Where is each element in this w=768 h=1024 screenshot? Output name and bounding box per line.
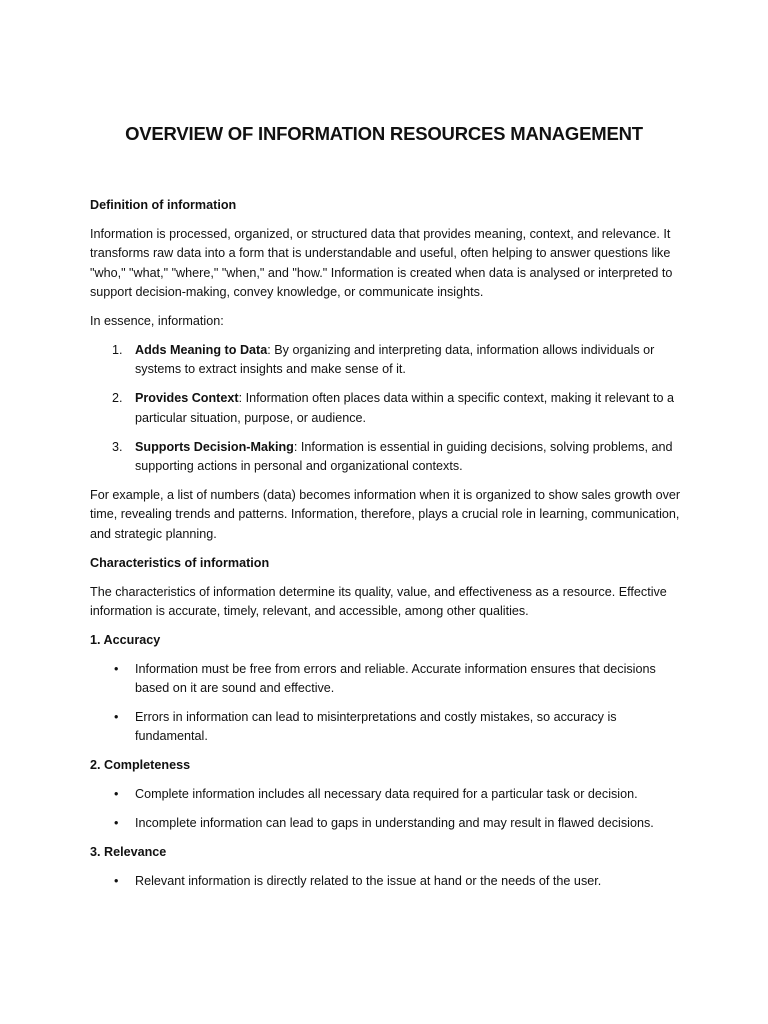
essence-list-item	[90, 389, 690, 428]
example-paragraph: For example, a list of numbers (data) becomes information when it is organized to show sales growth over time, revealing trends and patterns. Information, therefore, plays a crucial role in learning, communication, and strategic planning.	[90, 487, 681, 541]
essence-intro: In essence, information:	[90, 314, 224, 329]
list-number: 1.	[112, 342, 123, 357]
list-number: 3.	[112, 439, 123, 454]
list-number: 2.	[112, 391, 123, 406]
completeness-bullet-list	[90, 785, 690, 833]
subsection-heading-completeness: 2. Completeness	[90, 758, 191, 773]
accuracy-bullet-list	[90, 660, 690, 747]
subsection-heading-relevance: 3. Relevance	[90, 845, 167, 860]
bullet-text: Relevant information is directly related to the issue at hand or the needs of the user.	[135, 873, 602, 888]
bullet-item	[90, 660, 690, 699]
bullet-item	[90, 708, 690, 747]
definition-paragraph: Information is processed, organized, or structured data that provides meaning, context, and relevance. It transforms raw data into a form that is understandable and useful, often helping to answer questions like "who," "what," "where," "when," and "how." Information is created when data is analysed or interpreted to support decision-making, convey knowledge, or communicate insights.	[90, 226, 673, 300]
subsection-heading-accuracy: 1. Accuracy	[90, 632, 161, 647]
relevance-bullet-list	[90, 872, 690, 891]
essence-list-item	[90, 341, 690, 380]
bullet-text: Incomplete information can lead to gaps in understanding and may result in flawed decisions.	[135, 816, 654, 831]
bullet-item	[90, 814, 690, 833]
list-item-term: Supports Decision-Making	[135, 439, 294, 454]
list-item-text: : By organizing and interpreting data, information allows individuals or systems to extract insights and make sense of it.	[135, 342, 655, 377]
document-title: OVERVIEW OF INFORMATION RESOURCES MANAGEMENT	[125, 123, 643, 144]
bullet-icon: •	[114, 661, 119, 676]
bullet-item	[90, 785, 690, 804]
list-item-text: : Information often places data within a specific context, making it relevant to a particular situation, purpose, or audience.	[135, 391, 674, 425]
bullet-text: Complete information includes all necessary data required for a particular task or decision.	[135, 787, 638, 802]
essence-list	[90, 341, 690, 476]
document-body	[90, 196, 690, 901]
bullet-icon: •	[114, 710, 119, 725]
section-heading-definition: Definition of information	[90, 198, 237, 212]
list-item-term: Provides Context	[135, 391, 239, 406]
bullet-text: Information must be free from errors and reliable. Accurate information ensures that decisions based on it are sound and effective.	[135, 661, 656, 696]
bullet-icon: •	[114, 816, 119, 831]
bullet-item	[90, 872, 690, 891]
list-item-text: : Information is essential in guiding decisions, solving problems, and supporting actions in personal and organizational contexts.	[135, 439, 673, 473]
essence-list-item	[90, 438, 690, 477]
section-heading-characteristics: Characteristics of information	[90, 555, 270, 570]
characteristics-intro: The characteristics of information determine its quality, value, and effectiveness as a resource. Effective information is accurate, timely, relevant, and accessible, among other qualities.	[90, 584, 667, 618]
list-item-term: Adds Meaning to Data	[135, 342, 268, 357]
bullet-icon: •	[114, 787, 119, 802]
bullet-icon: •	[114, 873, 119, 888]
bullet-text: Errors in information can lead to misinterpretations and costly mistakes, so accuracy is fundamental.	[135, 710, 617, 744]
